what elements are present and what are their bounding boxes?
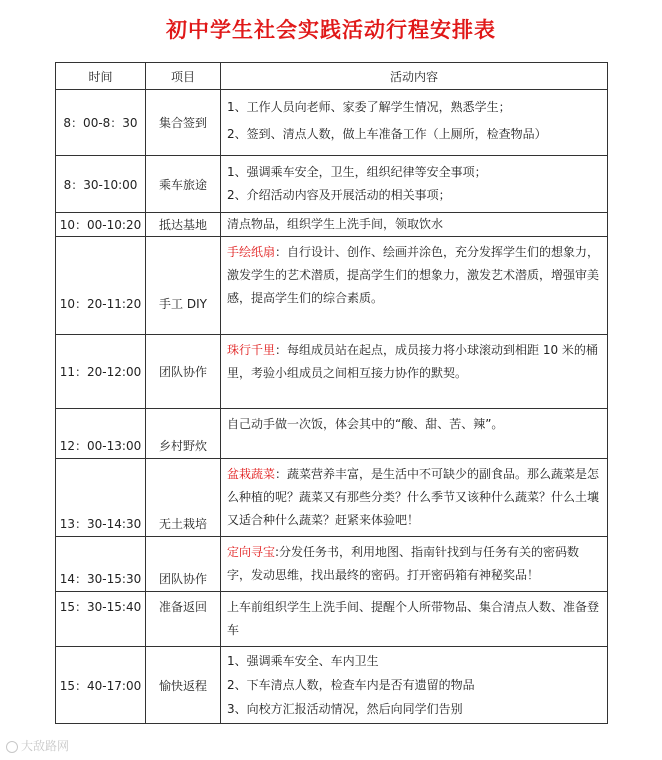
item-cell: 无土栽培 — [146, 459, 221, 537]
table-row — [56, 335, 608, 409]
time-cell: 10：00-10:20 — [56, 213, 146, 237]
table-row — [56, 90, 608, 156]
time-cell: 11：20-12:00 — [56, 335, 146, 409]
table-row — [56, 237, 608, 335]
activity-name-highlight: 手绘纸扇 — [227, 245, 276, 259]
content-line: 1、工作人员向老师、家委了解学生情况，熟悉学生； — [227, 100, 511, 114]
time-cell: 10：20-11:20 — [56, 237, 146, 335]
activity-name-highlight: 盆栽蔬菜 — [227, 467, 276, 481]
table-header-row — [56, 63, 608, 90]
watermark-text: 大敌路网 — [21, 739, 70, 753]
time-cell: 15：40-17:00 — [56, 647, 146, 724]
content-text: 上车前组织学生上洗手间、提醒个人所带物品、集合清点人数、准备登车 — [227, 600, 600, 637]
content-text: :分发任务书，利用地图、指南针找到与任务有关的密码数字，发动思维，找出最终的密码。打开密码箱有神秘奖品！ — [227, 545, 580, 582]
content-cell — [221, 647, 608, 724]
content-cell — [221, 592, 608, 647]
content-text: ：每组成员站在起点，成员接力将小球滚动到相距 10 米的桶里，考验小组成员之间相互接力协作的默契。 — [227, 343, 598, 380]
header-time: 时间 — [56, 63, 146, 90]
item-cell: 乡村野炊 — [146, 409, 221, 459]
content-cell — [221, 335, 608, 409]
content-cell — [221, 459, 608, 537]
table-row — [56, 213, 608, 237]
time-cell: 13：30-14:30 — [56, 459, 146, 537]
activity-name-highlight: 定向寻宝 — [227, 545, 276, 559]
header-item: 项目 — [146, 63, 221, 90]
watermark-logo-icon — [6, 741, 18, 753]
content-cell — [221, 213, 608, 237]
content-line: 1、强调乘车安全、车内卫生 — [227, 654, 379, 668]
content-line: 1、强调乘车安全，卫生，组织纪律等安全事项； — [227, 165, 487, 179]
item-cell: 集合签到 — [146, 90, 221, 156]
table-row — [56, 459, 608, 537]
item-cell: 准备返回 — [146, 592, 221, 647]
time-cell: 14：30-15:30 — [56, 537, 146, 592]
time-cell: 12：00-13:00 — [56, 409, 146, 459]
time-cell: 8：30-10:00 — [56, 156, 146, 213]
item-cell: 手工 DIY — [146, 237, 221, 335]
time-cell: 8：00-8：30 — [56, 90, 146, 156]
time-cell: 15：30-15:40 — [56, 592, 146, 647]
content-cell — [221, 90, 608, 156]
content-text: ：自行设计、创作、绘画并涂色，充分发挥学生们的想象力，激发学生的艺术潜质，提高学生们的想象力，激发艺术潜质，增强审美感，提高学生们的综合素质。 — [227, 245, 600, 305]
schedule-table — [55, 62, 608, 724]
page-title: 初中学生社会实践活动行程安排表 — [166, 18, 496, 42]
table-row — [56, 592, 608, 647]
content-cell — [221, 409, 608, 459]
watermark — [6, 737, 69, 754]
content-line: 2、签到、清点人数，做上车准备工作（上厕所，检查物品） — [227, 127, 547, 141]
activity-name-highlight: 珠行千里 — [227, 343, 276, 357]
content-line: 3、向校方汇报活动情况，然后向同学们告别 — [227, 702, 463, 716]
content-line: 2、介绍活动内容及开展活动的相关事项； — [227, 188, 451, 202]
content-text: 自己动手做一次饭，体会其中的“酸、甜、苦、辣”。 — [227, 417, 504, 431]
table-row — [56, 156, 608, 213]
item-cell: 乘车旅途 — [146, 156, 221, 213]
item-cell: 团队协作 — [146, 537, 221, 592]
table-row — [56, 409, 608, 459]
header-content: 活动内容 — [221, 63, 608, 90]
item-cell: 愉快返程 — [146, 647, 221, 724]
content-cell — [221, 537, 608, 592]
content-text: ：蔬菜营养丰富，是生活中不可缺少的副食品。那么蔬菜是怎么种植的呢？蔬菜又有那些分类？什么季节又该种什么蔬菜？什么土壤又适合种什么蔬菜？赶紧来体验吧！ — [227, 467, 600, 527]
content-cell — [221, 156, 608, 213]
content-line: 2、下车清点人数，检查车内是否有遗留的物品 — [227, 678, 475, 692]
content-text: 清点物品，组织学生上洗手间，领取饮水 — [227, 217, 444, 231]
content-cell — [221, 237, 608, 335]
table-row — [56, 537, 608, 592]
table-row — [56, 647, 608, 724]
item-cell: 抵达基地 — [146, 213, 221, 237]
item-cell: 团队协作 — [146, 335, 221, 409]
